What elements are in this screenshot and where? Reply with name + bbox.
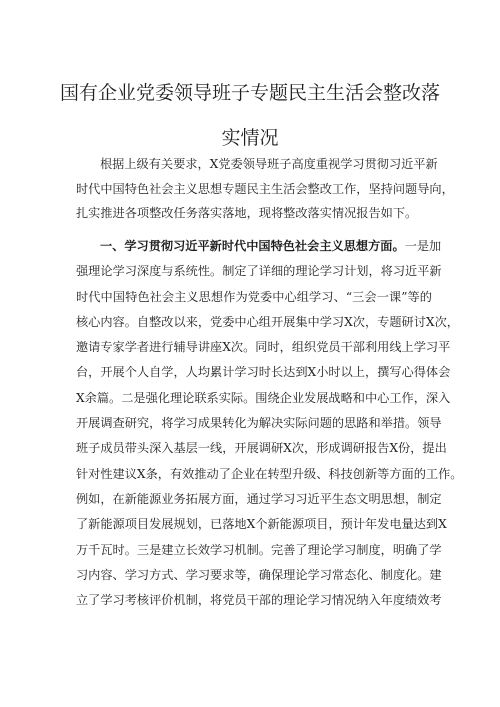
section1-line-12: 万千瓦时。三是建立长效学习机制。完善了理论学习制度，明确了学 [76, 543, 442, 557]
document-title-line-2: 实情况 [221, 127, 279, 149]
document-title-line-1: 国有企业党委领导班子专题民主生活会整改落 [59, 82, 440, 104]
section1-line-9: 针对性建议X条，有效推动了企业在转型升级、科技创新等方面的工作。 [76, 467, 463, 481]
section1-first-line [100, 239, 442, 253]
section1-line-3: 核心内容。自整改以来，党委中心组开展集中学习X次，专题研讨X次， [76, 315, 459, 329]
section1-line-6: X余篇。二是强化理论联系实际。围绕企业发展战略和中心工作，深入 [76, 391, 451, 405]
section1-line-14: 立了学习考核评价机制，将党员干部的理论学习情况纳入年度绩效考 [76, 593, 442, 607]
section1-line-1: 强理论学习深度与系统性。制定了详细的理论学习计划，将习近平新 [76, 264, 442, 278]
intro-paragraph-line-1: 根据上级有关要求，X党委领导班子高度重视学习贯彻习近平新 [100, 157, 438, 171]
section1-line-8: 班子成员带头深入基层一线，开展调研X次，形成调研报告X份，提出 [76, 441, 447, 455]
section1-line-5: 台，开展个人自学，人均累计学习时长达到X小时以上，撰写心得体会 [76, 365, 451, 379]
section1-line-13: 习内容、学习方式、学习要求等，确保理论学习常态化、制度化。建 [76, 568, 442, 582]
section1-line-7: 开展调查研究，将学习成果转化为解决实际问题的思路和举措。领导 [76, 416, 442, 430]
section1-first-line-text: 一是加 [404, 239, 442, 253]
section1-line-4: 邀请专家学者进行辅导讲座X次。同时，组织党员干部利用线上学习平 [76, 340, 451, 354]
section1-heading: 一、学习贯彻习近平新时代中国特色社会主义思想方面。 [100, 239, 405, 253]
section1-line-11: 了新能源项目发展规划，已落地X个新能源项目，预计年发电量达到X [76, 517, 447, 531]
section1-line-2: 时代中国特色社会主义思想作为党委中心组学习、“三会一课”等的 [76, 290, 432, 304]
section1-line-10: 例如，在新能源业务拓展方面，通过学习习近平生态文明思想，制定 [76, 492, 442, 506]
intro-paragraph-line-3: 扎实推进各项整改任务落实落地，现将整改落实情况报告如下。 [76, 206, 418, 220]
intro-paragraph-line-2: 时代中国特色社会主义思想专题民主生活会整改工作，坚持问题导向， [76, 182, 454, 196]
